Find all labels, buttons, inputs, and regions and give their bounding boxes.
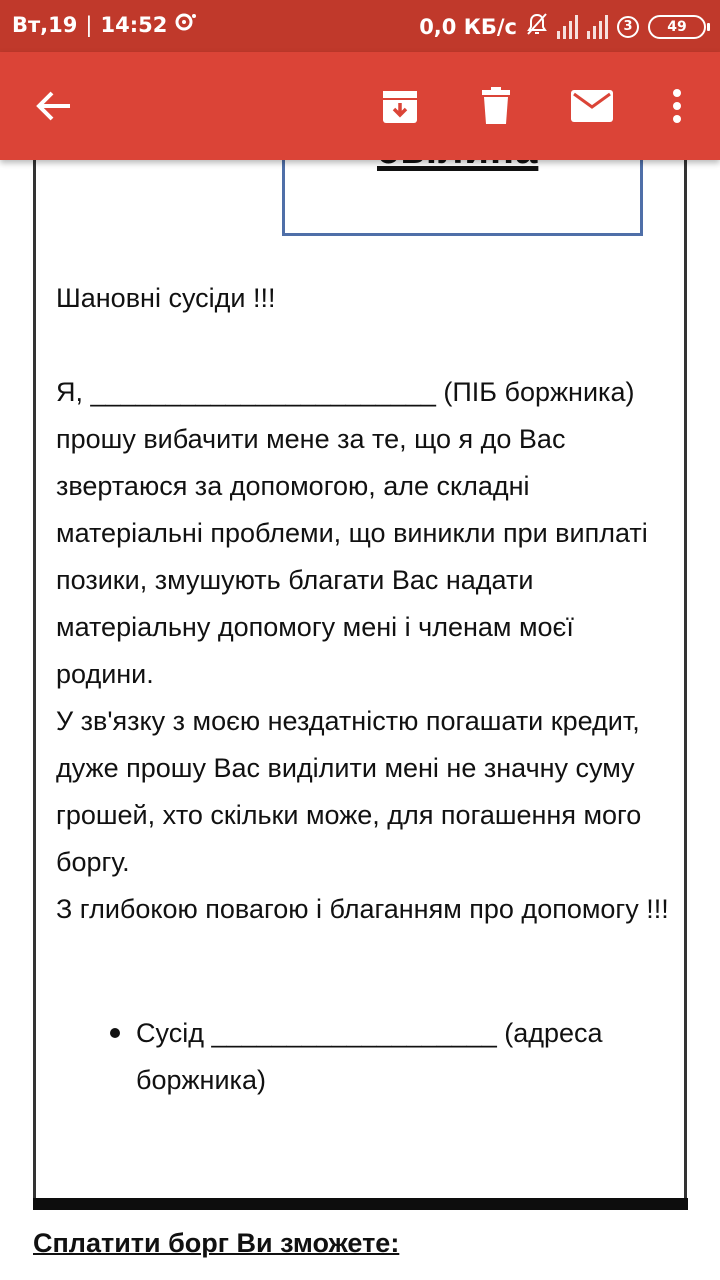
delete-button[interactable] — [464, 74, 528, 138]
bullet-list — [110, 1010, 670, 1104]
media-sync-icon — [175, 12, 197, 37]
signal-icon — [557, 15, 578, 39]
letter-body — [56, 275, 676, 933]
arrow-left-icon — [36, 90, 72, 122]
signal-icon-2 — [587, 15, 608, 39]
bell-muted-icon — [526, 12, 548, 41]
pay-heading: Сплатити борг Ви зможете: — [33, 1228, 400, 1258]
battery-icon — [648, 15, 706, 39]
mail-button[interactable] — [560, 74, 624, 138]
status-separator: | — [85, 12, 93, 37]
back-button[interactable] — [22, 74, 86, 138]
more-vert-icon — [672, 89, 682, 123]
paragraph-request: Я, _______________________ (ПІБ боржника) прошу вибачити мене за те, що я до Вас звертаюся за допомогою, але складні матеріальні проблеми, що виникли при виплаті позики, змушують благати Вас надати матеріальну допомогу мені і членам моєї родини. — [56, 377, 657, 689]
document-bottom-rule — [33, 1198, 688, 1210]
battery-level: 49 — [667, 18, 687, 35]
sim-badge: 3 — [617, 16, 639, 38]
closing: З глибокою повагою і благанням про допомогу !!! — [56, 894, 669, 924]
trash-icon — [480, 87, 512, 125]
status-time: 14:52 — [100, 12, 168, 37]
app-toolbar — [0, 52, 720, 160]
greeting: Шановні сусіди !!! — [56, 283, 276, 313]
status-date: Вт,19 — [12, 12, 78, 37]
archive-button[interactable] — [368, 74, 432, 138]
envelope-icon — [571, 90, 613, 122]
paragraph-credit: У зв'язку з моєю нездатністю погашати кредит, дуже прошу Вас виділити мені не значну суму грошей, хто скільки може, для погашення мого боргу. — [56, 706, 642, 877]
more-options-button[interactable] — [645, 74, 709, 138]
list-item: Сусід ___________________ (адреса боржника) — [110, 1010, 670, 1104]
status-bar — [0, 0, 720, 52]
net-speed: 0,0 КБ/с — [419, 14, 517, 39]
archive-icon — [381, 87, 419, 125]
